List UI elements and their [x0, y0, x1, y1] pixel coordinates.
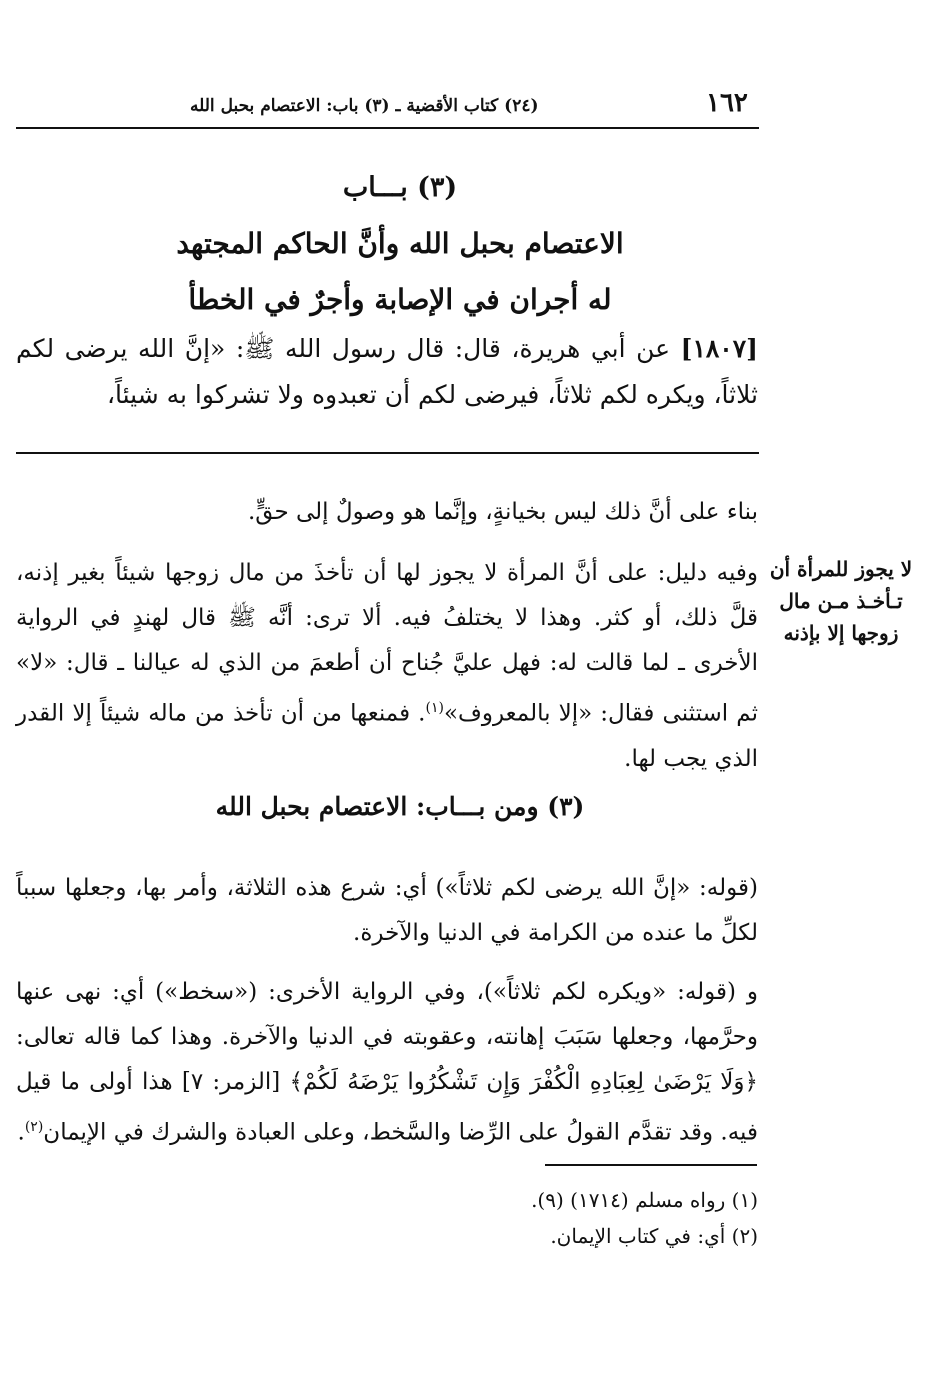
footnote-1: (١) رواه مسلم (١٧١٤) (٩). [531, 1188, 758, 1212]
commentary-quote-1: (قوله: «إنَّ الله يرضى لكم ثلاثاً») أي: شرع هذه الثلاثة، وأمر بها، وجعلها سبباً لكلِّ ما عنده من الكرامة في الدنيا والآخرة. [16, 875, 758, 946]
footnote-rule [545, 1164, 757, 1166]
header-rule [16, 127, 759, 129]
commentary-intro: بناء على أنَّ ذلك ليس بخيانةٍ، وإنَّما هو وصولٌ إلى حقٍّ. [247, 499, 758, 525]
wife-paragraph-text: وفيه دليل: على أنَّ المرأة لا يجوز لها أن تأخذَ من مال زوجها شيئاً بغير إذنه، قلَّ ذلك، أو كثر. وهذا لا يختلفُ فيه. ألا ترى: أنَّه ﷺ قال لهندٍ في الرواية الأخرى ـ لما قالت له: فهل عليَّ جُناح أن أطعمَ من الذي له عيالنا ـ قال: «لا» ثم استثنى فقال: «إلا بالمعروف» [16, 560, 758, 727]
page-number: ١٦٢ [706, 88, 748, 118]
hadith-text [16, 326, 758, 418]
footnote-ref-2[interactable]: (٢) [24, 1119, 44, 1135]
hadith-number: [١٨٠٧] [680, 334, 759, 363]
chapter-title-line-1: الاعتصام بحبل الله وأنَّ الحاكم المجتهد [176, 227, 624, 260]
hadith-body: عن أبي هريرة، قال: قال رسول الله ﷺ: «إنَّ الله يرضى لكم ثلاثاً، ويكره لكم ثلاثاً، فيرضى لكم أن تعبدوه ولا تشركوا به شيئاً، [16, 334, 758, 409]
quote-2-text: و (قوله: «ويكره لكم ثلاثاً»)، وفي الرواية الأخرى: («سخط») أي: نهى عنها وحرَّمها، وجعلها سَبَبَ إهانته، وعقوبته في الدنيا والآخرة. وهذا كما قاله تعالى: ﴿وَلَا يَرْضَىٰ لِعِبَادِهِ الْكُفْرَ وَإِن تَشْكُرُوا يَرْضَهُ لَكُمْ﴾ [الزمر: ٧] هذا أولى ما قيل فيه. وقد تقدَّم القولُ على الرِّضا والسَّخط، وعلى العبادة والشرك في الإيمان [16, 979, 758, 1146]
chapter-title-line-2: له أجران في الإصابة وأجرٌ في الخطأ [188, 283, 612, 316]
chapter-label: (٣) بـــاب [342, 172, 458, 203]
footnotes [300, 1182, 758, 1254]
margin-note: لا يجوز للمرأة أن تـأخـذ مـن مال زوجها إلا بإذنه [769, 557, 913, 645]
wife-paragraph-end: . فمنعها من أن تأخذ من ماله شيئاً إلا القدر الذي يجب لها. [16, 700, 758, 772]
footnote-2: (٢) أي: في كتاب الإيمان. [550, 1224, 758, 1248]
quote-2-end: . [17, 1119, 25, 1146]
commentary-wife-paragraph [16, 551, 758, 782]
chapter-title [120, 160, 680, 328]
section-heading: (٣) ومن بـــاب: الاعتصام بحبل الله [215, 792, 585, 821]
running-header: (٢٤) كتاب الأقضية ـ (٣) باب: الاعتصام بحبل الله [190, 96, 539, 116]
footnote-ref-1[interactable]: (١) [425, 700, 444, 716]
commentary-quote-2 [16, 970, 758, 1156]
text-divider [16, 452, 759, 454]
